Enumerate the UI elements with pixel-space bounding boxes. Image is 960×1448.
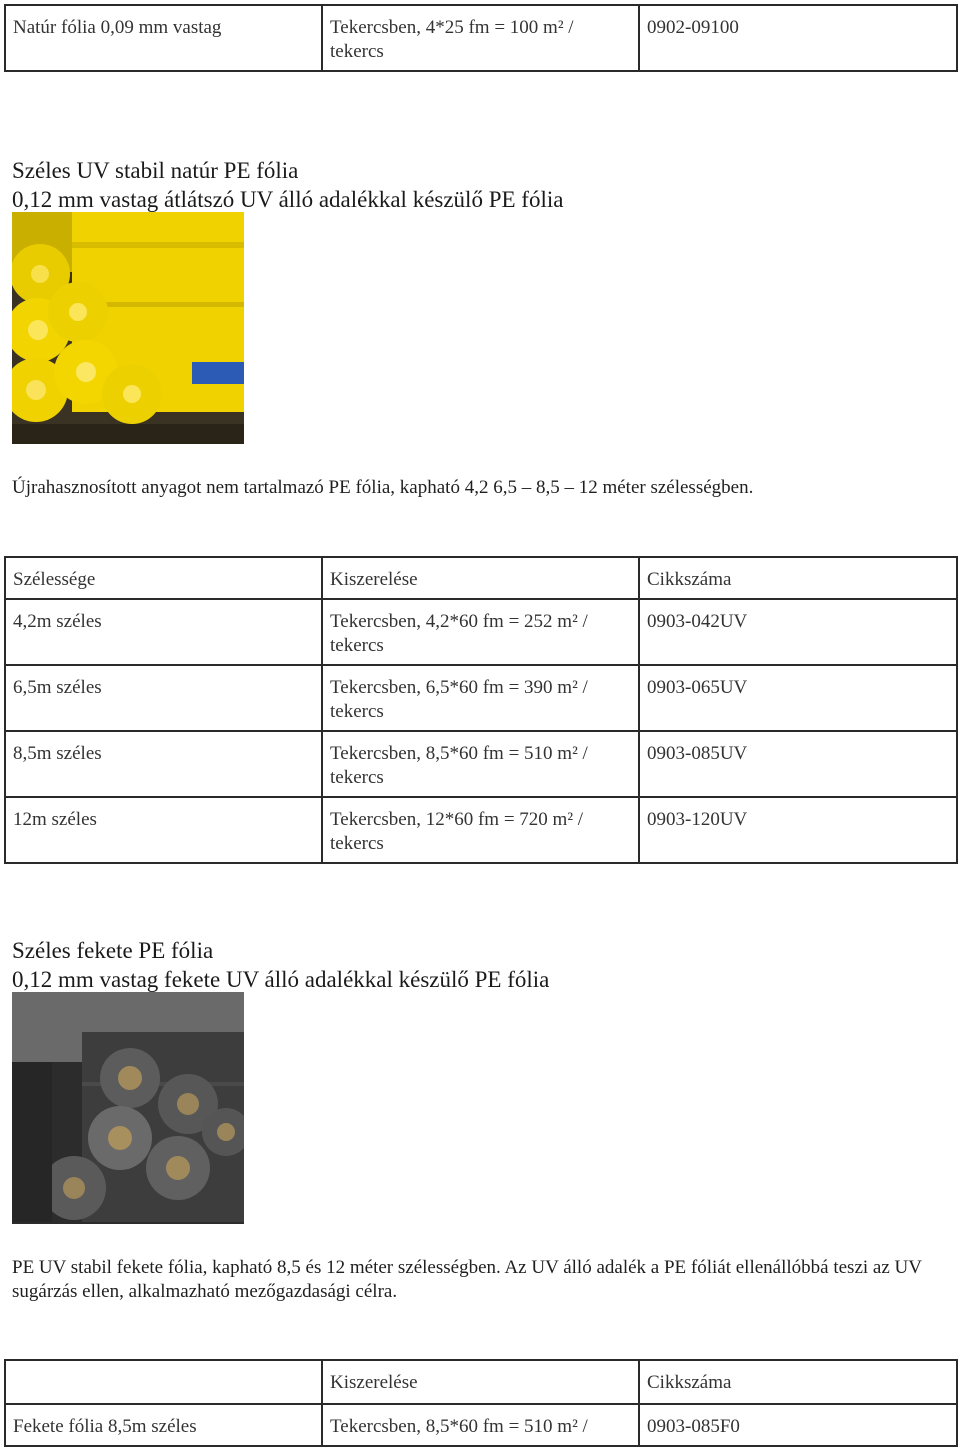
top-product-table [4, 4, 958, 72]
product-name: Natúr fólia 0,09 mm vastag [13, 17, 222, 38]
article-code-cell [639, 731, 957, 797]
header-cell [639, 1360, 957, 1404]
header-packaging: Kiszerelése [330, 1372, 418, 1393]
article-code-cell [639, 797, 957, 863]
section-uv-title: Széles UV stabil natúr PE fólia [12, 158, 299, 183]
product-name-cell [5, 1404, 322, 1446]
width-cell [5, 797, 322, 863]
article-code: 0903-120UV [647, 809, 748, 830]
product-name-cell [5, 5, 322, 71]
table-row [5, 5, 957, 71]
black-film-table [4, 1359, 958, 1447]
section-black-description: PE UV stabil fekete fólia, kapható 8,5 és 12 méter szélességben. Az UV álló adalék a PE fóliát ellenállóbbá teszi az UV sugárzás ellen, alkalmazható mezőgazdasági célra. [12, 1257, 922, 1302]
header-cell [5, 557, 322, 599]
table-row [5, 731, 957, 797]
article-code: 0903-085F0 [647, 1416, 740, 1437]
table-row [5, 1404, 957, 1446]
black-film-rolls-photo [12, 992, 244, 1224]
article-code-cell [639, 665, 957, 731]
packaging-cell [322, 731, 639, 797]
product-name: Fekete fólia 8,5m széles [13, 1416, 197, 1437]
table-row [5, 665, 957, 731]
yellow-film-rolls-photo [12, 212, 244, 444]
table-header-row [5, 557, 957, 599]
packaging-cell [322, 665, 639, 731]
packaging-cell [322, 599, 639, 665]
width-text: 6,5m széles [13, 677, 102, 698]
packaging-text: Tekercsben, 4*25 fm = 100 m² / tekercs [330, 17, 574, 62]
article-code: 0903-042UV [647, 611, 748, 632]
width-text: 4,2m széles [13, 611, 102, 632]
packaging-cell [322, 797, 639, 863]
uv-film-table [4, 556, 958, 864]
section-black-title: Széles fekete PE fólia [12, 938, 214, 963]
table-row [5, 599, 957, 665]
width-text: 8,5m széles [13, 743, 102, 764]
article-code-cell [639, 1404, 957, 1446]
header-code: Cikkszáma [647, 1372, 732, 1393]
header-cell [639, 557, 957, 599]
width-text: 12m széles [13, 809, 97, 830]
header-cell [5, 1360, 322, 1404]
section-uv-subtitle: 0,12 mm vastag átlátszó UV álló adalékkal készülő PE fólia [12, 187, 564, 212]
packaging-cell [322, 1404, 639, 1446]
section-uv-description: Újrahasznosított anyagot nem tartalmazó PE fólia, kapható 4,2 6,5 – 8,5 – 12 méter szélességben. [12, 477, 754, 498]
packaging-text: Tekercsben, 8,5*60 fm = 510 m² / tekercs [330, 743, 588, 788]
header-cell [322, 1360, 639, 1404]
packaging-text: Tekercsben, 4,2*60 fm = 252 m² / tekercs [330, 611, 588, 656]
packaging-text: Tekercsben, 12*60 fm = 720 m² / tekercs [330, 809, 584, 854]
width-cell [5, 599, 322, 665]
header-cell [322, 557, 639, 599]
article-code-cell [639, 599, 957, 665]
width-cell [5, 731, 322, 797]
section-black-subtitle: 0,12 mm vastag fekete UV álló adalékkal készülő PE fólia [12, 967, 550, 992]
article-code-cell [639, 5, 957, 71]
packaging-text: Tekercsben, 6,5*60 fm = 390 m² / tekercs [330, 677, 588, 722]
header-packaging: Kiszerelése [330, 569, 418, 590]
packaging-text: Tekercsben, 8,5*60 fm = 510 m² / [330, 1416, 588, 1437]
article-code: 0903-085UV [647, 743, 748, 764]
table-header-row [5, 1360, 957, 1404]
packaging-cell [322, 5, 639, 71]
table-row [5, 797, 957, 863]
header-code: Cikkszáma [647, 569, 732, 590]
article-code: 0903-065UV [647, 677, 748, 698]
width-cell [5, 665, 322, 731]
article-code: 0902-09100 [647, 17, 739, 38]
header-width: Szélessége [13, 569, 96, 590]
